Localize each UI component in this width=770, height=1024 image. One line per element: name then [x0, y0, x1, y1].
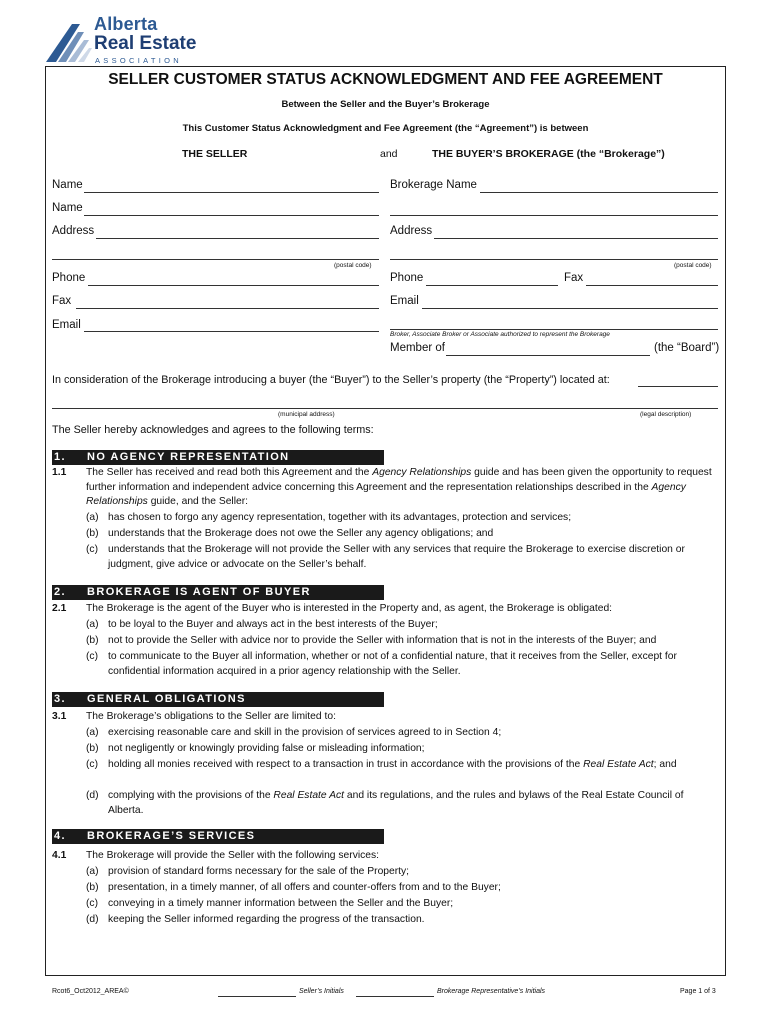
clause-3-1-c: (c) holding all monies received with respect to a transaction in trust in accordance with the provisions of the Real Estate Act; and — [86, 759, 677, 770]
municipal-address-hint: (municipal address) — [278, 411, 335, 418]
acknowledge-text: The Seller hereby acknowledges and agrees to the following terms: — [52, 424, 374, 436]
logo-line-1: Alberta — [94, 14, 158, 34]
clause-2-1-a: (a) to be loyal to the Buyer and always act in the best interests of the Buyer; — [86, 619, 438, 630]
seller-name-1-label: Name — [52, 179, 83, 191]
seller-phone-label: Phone — [52, 272, 86, 284]
section-1-header — [52, 450, 384, 465]
section-3-number: 3. — [54, 693, 66, 705]
seller-name-2-label: Name — [52, 202, 83, 214]
logo-swoosh-icon — [42, 18, 92, 64]
clause-2-1-b: (b) not to provide the Seller with advice nor to provide the Seller with information that is not in the interests of the Buyer; and — [86, 635, 657, 646]
property-location-field[interactable] — [638, 386, 718, 387]
clause-4-1-text: The Brokerage will provide the Seller with the following services: — [86, 850, 380, 861]
seller-fax-label: Fax — [52, 295, 72, 307]
seller-email-field[interactable] — [84, 331, 379, 332]
clause-2-1-number: 2.1 — [52, 603, 67, 614]
page-number: Page 1 of 3 — [680, 988, 716, 995]
clause-3-1-number: 3.1 — [52, 711, 67, 722]
brokerage-email-label: Email — [390, 295, 419, 307]
document-title: SELLER CUSTOMER STATUS ACKNOWLEDGMENT AND FEE AGREEMENT — [108, 71, 663, 88]
seller-phone-field[interactable] — [88, 285, 379, 286]
seller-initials-label: Seller’s Initials — [299, 988, 344, 995]
seller-address-field[interactable] — [96, 238, 379, 239]
broker-representative-hint: Broker, Associate Broker or Associate authorized to represent the Brokerage — [390, 331, 610, 338]
brokerage-fax-label: Fax — [564, 272, 584, 284]
seller-postal-hint: (postal code) — [334, 262, 372, 269]
legal-description-hint: (legal description) — [640, 411, 692, 418]
brokerage-address-line-2[interactable] — [390, 259, 718, 260]
brokerage-address-field[interactable] — [434, 238, 718, 239]
clause-2-1-c: (c) to communicate to the Buyer all information, whether or not of a confidential nature, that it receives from the Seller, except for confidential information acquired in a prior agency relationship with the Seller. — [86, 651, 677, 677]
consideration-text: In consideration of the Brokerage introducing a buyer (the “Buyer”) to the Seller’s property (the “Property”) located at: — [52, 374, 610, 386]
party-brokerage: THE BUYER’S BROKERAGE (the “Brokerage”) — [432, 148, 665, 160]
clause-4-1-a: (a) provision of standard forms necessary for the sale of the Property; — [86, 866, 410, 877]
clause-4-1-c: (c) conveying in a timely manner information between the Seller and the Buyer; — [86, 898, 454, 909]
seller-initials-field[interactable] — [218, 996, 296, 997]
brokerage-name-field[interactable] — [480, 192, 718, 193]
clause-1-1-number: 1.1 — [52, 467, 67, 478]
brokerage-phone-field[interactable] — [426, 285, 558, 286]
logo-line-2: Real Estate — [94, 33, 197, 54]
logo-line-3: ASSOCIATION — [95, 56, 183, 65]
clause-3-1-d: (d) complying with the provisions of the Real Estate Act and its regulations, and the rules and bylaws of the Real Estate Council of Alberta. — [86, 790, 684, 816]
property-address-line[interactable] — [52, 408, 718, 409]
section-3-title: GENERAL OBLIGATIONS — [87, 693, 246, 705]
seller-email-label: Email — [52, 319, 81, 331]
section-2-header — [52, 585, 384, 600]
clause-1-1-c: (c) understands that the Brokerage will not provide the Seller with any services that require the Brokerage to exercise discretion or judgment, give advice or advocate on the Seller’s behalf. — [86, 544, 685, 570]
rep-initials-label: Brokerage Representative’s Initials — [437, 988, 546, 995]
party-seller: THE SELLER — [182, 148, 248, 160]
member-of-field[interactable] — [446, 355, 650, 356]
member-of-label: Member of — [390, 342, 445, 354]
seller-fax-field[interactable] — [76, 308, 379, 309]
brokerage-name-line-2[interactable] — [390, 215, 718, 216]
form-code: Rcot6_Oct2012_AREA© — [52, 988, 129, 995]
brokerage-phone-label: Phone — [390, 272, 424, 284]
section-4-header — [52, 829, 384, 844]
area-logo — [42, 14, 202, 64]
section-4-number: 4. — [54, 830, 66, 842]
board-label: (the “Board”) — [654, 342, 720, 354]
section-4-title: BROKERAGE’S SERVICES — [87, 830, 256, 842]
section-2-title: BROKERAGE IS AGENT OF BUYER — [87, 586, 311, 598]
section-2-number: 2. — [54, 586, 66, 598]
brokerage-email-field[interactable] — [422, 308, 718, 309]
clause-4-1-d: (d) keeping the Seller informed regarding the progress of the transaction. — [86, 914, 425, 925]
brokerage-address-label: Address — [390, 225, 433, 237]
clause-4-1-b: (b) presentation, in a timely manner, of all offers and counter-offers from and to the Buyer; — [86, 882, 501, 893]
document-subtitle: Between the Seller and the Buyer’s Brokerage — [281, 99, 490, 110]
seller-name-2-field[interactable] — [84, 215, 379, 216]
seller-address-line-2[interactable] — [52, 259, 379, 260]
clause-4-1-number: 4.1 — [52, 850, 67, 861]
rep-initials-field[interactable] — [356, 996, 434, 997]
section-1-title: NO AGENCY REPRESENTATION — [87, 451, 290, 463]
clause-1-1-text: The Seller has received and read both this Agreement and the Agency Relationships guide and has been given the opportunity to request further information and independent advice concerning this Agreement and the representation relationships described in the Agency Relationships guide, and the Seller: — [86, 467, 712, 507]
brokerage-fax-field[interactable] — [586, 285, 718, 286]
section-3-header — [52, 692, 384, 707]
brokerage-name-label: Brokerage Name — [390, 179, 477, 191]
clause-1-1-a: (a) has chosen to forgo any agency representation, together with its advantages, protection and services; — [86, 512, 572, 523]
clause-3-1-b: (b) not negligently or knowingly providing false or misleading information; — [86, 743, 425, 754]
seller-name-1-field[interactable] — [84, 192, 379, 193]
seller-address-label: Address — [52, 225, 95, 237]
section-1-number: 1. — [54, 451, 66, 463]
brokerage-postal-hint: (postal code) — [674, 262, 712, 269]
clause-3-1-a: (a) exercising reasonable care and skill in the provision of services agreed to in Section 4; — [86, 727, 502, 738]
clause-2-1-text: The Brokerage is the agent of the Buyer who is interested in the Property and, as agent, the Brokerage is obligated: — [86, 603, 613, 614]
clause-3-1-text: The Brokerage’s obligations to the Seller are limited to: — [86, 711, 336, 722]
broker-representative-field[interactable] — [390, 329, 718, 330]
clause-1-1-b: (b) understands that the Brokerage does not owe the Seller any agency obligations; and — [86, 528, 494, 539]
party-and: and — [380, 148, 398, 160]
intro-line: This Customer Status Acknowledgment and Fee Agreement (the “Agreement”) is between — [182, 123, 589, 134]
